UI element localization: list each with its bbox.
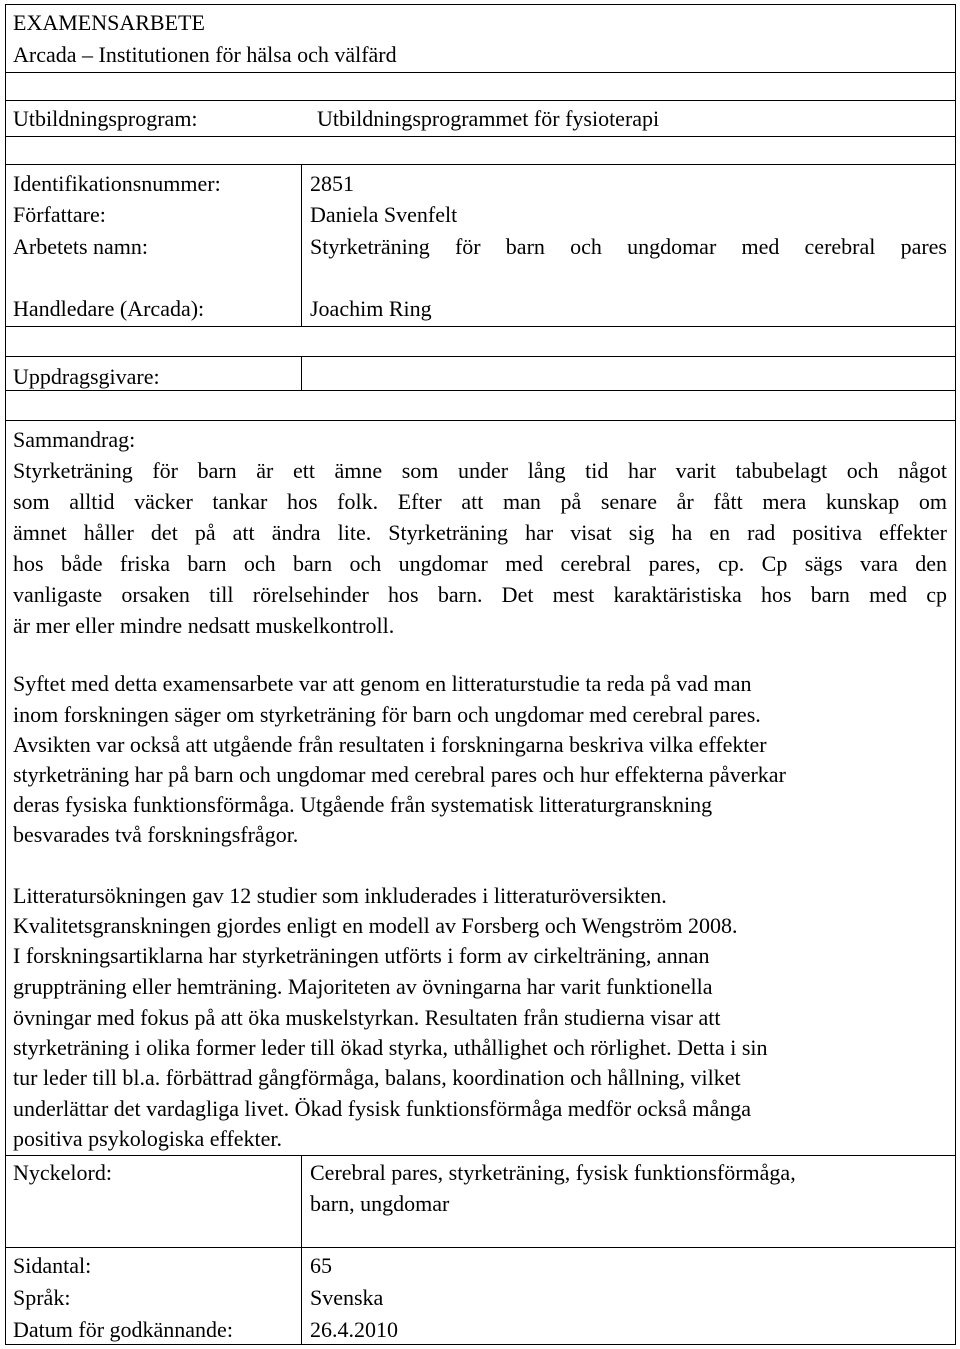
summary-line: styrketräning har på barn och ungdomar med cerebral pares och hur effekterna påverkar [13,762,786,787]
summary-line: I forskningsartiklarna har styrketräningen utförts i form av cirkelträning, annan [13,943,710,968]
keywords-label: Nyckelord: [13,1160,112,1185]
keywords-value-line-1: Cerebral pares, styrketräning, fysisk funktionsförmåga, [310,1160,796,1185]
approval-date-value: 26.4.2010 [310,1317,398,1342]
summary-line: underlättar det vardagliga livet. Ökad fysisk funktionsförmåga medför också många [13,1096,751,1121]
language-value: Svenska [310,1285,384,1310]
summary-line: gruppträning eller hemträning. Majoriteten av övningarna har varit funktionella [13,974,713,999]
supervisor-label: Handledare (Arcada): [13,296,205,321]
summary-line: inom forskningen säger om styrketräning för barn och ungdomar med cerebral pares. [13,702,761,727]
rule [5,356,956,357]
approval-date-label: Datum för godkännande: [13,1317,233,1342]
rule [5,100,956,101]
page-count-label: Sidantal: [13,1253,92,1278]
rule [5,420,956,421]
summary-line: övningar med fokus på att öka muskelstyrkan. Resultaten från studierna visar att [13,1005,721,1030]
work-title-label: Arbetets namn: [13,234,149,259]
work-title-value: Styrketräning för barn och ungdomar med cerebral pares [310,234,947,259]
rule [5,164,956,165]
author-value: Daniela Svenfelt [310,202,458,227]
rule [5,1247,956,1248]
summary-line: styrketräning i olika former leder till ökad styrka, uthållighet och rörlighet. Detta i sin [13,1035,768,1060]
language-label: Språk: [13,1285,71,1310]
summary-line: är mer eller mindre nedsatt muskelkontroll. [13,613,395,638]
summary-line: Litteratursökningen gav 12 studier som inkluderades i litteraturöversikten. [13,883,667,908]
summary-line: ämnet håller det på att ändra lite. Styrketräning har visat sig ha en rad positiva effekter [13,520,947,545]
institution-name: Arcada – Institutionen för hälsa och välfärd [13,42,397,67]
column-divider [301,1155,302,1345]
rule [5,1155,956,1156]
supervisor-value: Joachim Ring [310,296,432,321]
commissioner-label: Uppdragsgivare: [13,364,160,389]
summary-line: besvarades två forskningsfrågor. [13,822,299,847]
summary-line: Styrketräning för barn är ett ämne som under lång tid har varit tabubelagt och något [13,458,947,483]
document-title: EXAMENSARBETE [13,10,205,35]
summary-line: Syftet med detta examensarbete var att genom en litteraturstudie ta reda på vad man [13,671,752,696]
summary-line: hos både friska barn och barn och ungdomar med cerebral pares, cp. Cp sägs vara den [13,551,947,576]
summary-line: Kvalitetsgranskningen gjordes enligt en modell av Forsberg och Wengström 2008. [13,913,738,938]
rule [5,72,956,73]
summary-line: som alltid väcker tankar hos folk. Efter att man på senare år fått mera kunskap om [13,489,947,514]
keywords-value-line-2: barn, ungdomar [310,1191,450,1216]
column-divider [301,356,302,390]
summary-line: positiva psykologiska effekter. [13,1126,283,1151]
id-value: 2851 [310,171,354,196]
column-divider [301,164,302,326]
author-label: Författare: [13,202,106,227]
rule [5,136,956,137]
summary-line: deras fysiska funktionsförmåga. Utgående från systematisk litteraturgranskning [13,792,713,817]
rule [5,326,956,327]
program-value: Utbildningsprogrammet för fysioterapi [317,106,660,131]
program-label: Utbildningsprogram: [13,106,198,131]
id-label: Identifikationsnummer: [13,171,221,196]
page-count-value: 65 [310,1253,332,1278]
summary-line: vanligaste orsaken till rörelsehinder hos barn. Det mest karaktäristiska hos barn med cp [13,582,947,607]
summary-label: Sammandrag: [13,427,136,452]
summary-line: Avsikten var också att utgående från resultaten i forskningarna beskriva vilka effekter [13,732,767,757]
summary-line: tur leder till bl.a. förbättrad gångförmåga, balans, koordination och hållning, vilket [13,1065,741,1090]
